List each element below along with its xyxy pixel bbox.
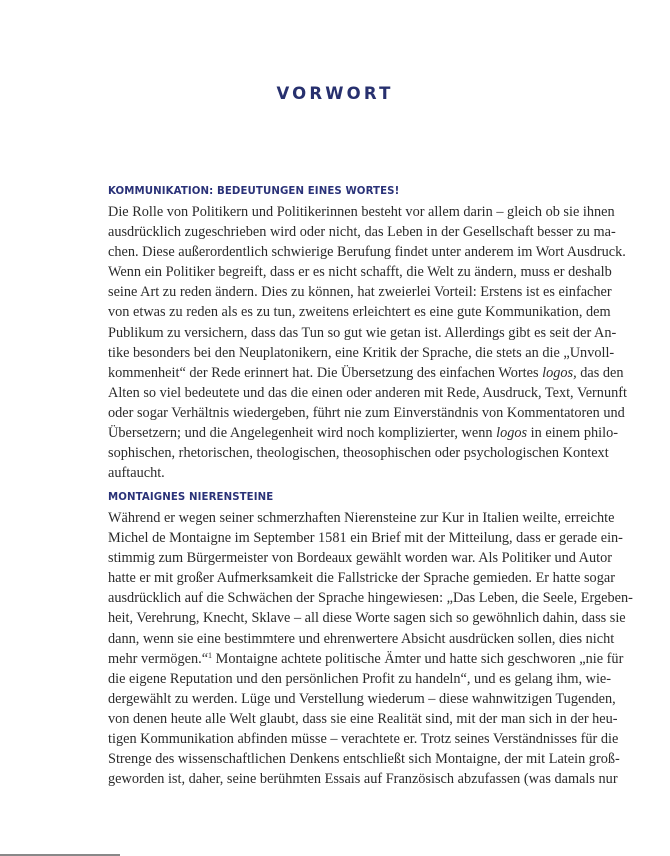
section-heading: MONTAIGNES NIERENSTEINE xyxy=(108,492,274,503)
text-line xyxy=(108,649,624,669)
text-line: Michel de Montaigne im September 1581 ein Brief mit der Mitteilung, dass er gerade ein- xyxy=(108,530,623,547)
text-line: Wenn ein Politiker begreift, dass er es nicht schafft, die Welt zu ändern, muss er deshalb xyxy=(108,264,612,281)
footnote-marker[interactable]: 1 xyxy=(208,650,213,660)
text-line: ausdrücklich auf die Schwächen der Sprache hingewiesen: „Das Leben, die Seele, Ergeben- xyxy=(108,590,633,607)
section-kommunikation xyxy=(108,184,627,483)
text-line: chen. Diese außerordentlich schwierige Berufung findet unter anderem im Wort Ausdruck. xyxy=(108,244,626,261)
text-line: oder sogar Verhältnis wiedergeben, führt nie zum Einverständnis von Kommentatoren und xyxy=(108,404,625,421)
text-line: dergewählt zu werden. Lüge und Verstellung wiederum – diese wahnwitzigen Tugenden, xyxy=(108,690,616,707)
text-line: stimmig zum Bürgermeister von Bordeaux gewählt worden war. Als Politiker und Autor xyxy=(108,550,613,567)
emphasis-logos: logos xyxy=(496,425,528,442)
text-line: seine Art zu reden ändern. Dies zu können, hat zweierlei Vorteil: Erstens ist es einfacher xyxy=(108,284,612,301)
text-line: auftaucht. xyxy=(108,465,165,482)
text-line: ausdrücklich zugeschrieben wird oder nicht, das Leben in der Gesellschaft besser zu ma- xyxy=(108,224,616,241)
text-line: Während er wegen seiner schmerzhaften Nierensteine zur Kur in Italien weilte, erreichte xyxy=(108,510,615,526)
section-heading: KOMMUNIKATION: BEDEUTUNGEN EINES WORTES! xyxy=(108,186,400,197)
text-line xyxy=(108,423,619,443)
text-span: mehr vermögen.“ xyxy=(108,650,209,667)
text-line: Publikum zu versichern, dass das Tun so gut wie getan ist. Allerdings gibt es seit der An- xyxy=(108,324,617,341)
text-span: das den xyxy=(576,364,624,381)
text-line: Alten so viel bedeutete und das die einen oder anderen mit Rede, Ausdruck, Text, Vernunft xyxy=(108,384,627,401)
text-span: Montaigne achtete politische Ämter und hatte sich geschworen „nie für xyxy=(212,650,624,667)
text-line: von etwas zu reden als es zu tun, zweitens erleichtert es eine gute Kommunikation, dem xyxy=(108,304,611,321)
text-line: geworden ist, daher, seine berühmten Essais auf Französisch abzufassen (was damals nur xyxy=(108,771,618,788)
text-line: sophischen, rhetorischen, theologischen, theosophischen oder psychologischen Kontext xyxy=(108,445,609,462)
text-line: hatte er mit großer Aufmerksamkeit die Fallstricke der Sprache gemieden. Er hatte sogar xyxy=(108,570,615,587)
text-line: Strenge des wissenschaftlichen Denkens entschließt sich Montaigne, der mit Latein groß- xyxy=(108,751,620,768)
text-span: in einem philo- xyxy=(527,425,619,442)
text-span: kommenheit“ der Rede erinnert hat. Die Übersetzung des einfachen Wortes xyxy=(108,364,543,381)
text-line: dann, wenn sie eine bestimmtere und ehrenwertere Absicht ausdrücken sollen, dies nicht xyxy=(108,630,615,647)
text-line: tike besonders bei den Neuplatonikern, eine Kritik der Sprache, die stets an die „Unvoll- xyxy=(108,344,615,361)
text-line: tigen Kommunikation abfinden müsse – verachtete er. Trotz seines Verständnisses für die xyxy=(108,731,619,748)
text-line: die eigene Reputation und den persönlichen Profit zu handeln“, und es gelang ihm, wie- xyxy=(108,670,612,687)
emphasis-logos: logos, xyxy=(542,364,577,381)
text-line: Die Rolle von Politikern und Politikerinnen besteht vor allem darin – gleich ob sie ihnen xyxy=(108,204,615,220)
text-line: heit, Verehrung, Knecht, Sklave – all diese Worte sagen sich so gewöhnlich dahin, dass sie xyxy=(108,610,626,627)
paragraph xyxy=(108,202,627,483)
paragraph xyxy=(108,508,633,789)
section-montaigne xyxy=(108,490,633,789)
text-span: Übersetzern; und die Angelegenheit wird noch komplizierter, wenn xyxy=(108,425,497,442)
text-line: von denen heute alle Welt glaubt, dass sie eine Realität sind, mit der man sich in der heu- xyxy=(108,710,618,727)
text-line xyxy=(108,363,624,383)
page-title: VORWORT xyxy=(276,84,394,103)
